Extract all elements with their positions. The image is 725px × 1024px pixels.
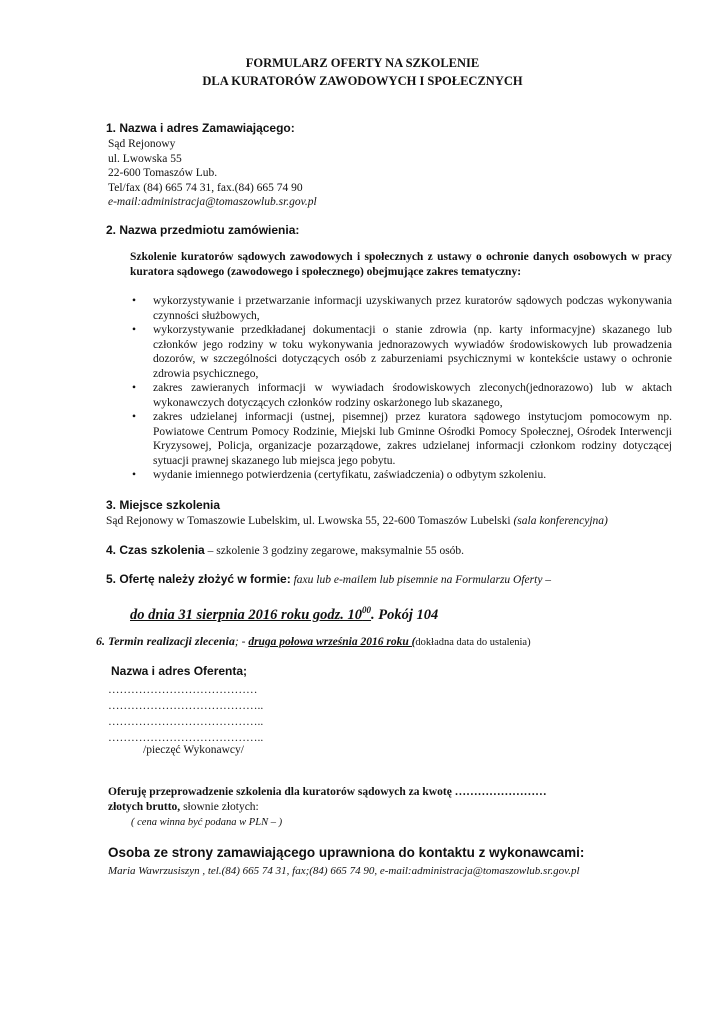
section6-term: druga połowa września 2016 roku (	[248, 636, 416, 648]
contact-details: Maria Wawrzusiszyn , tel.(84) 665 74 31, fax;(84) 665 74 90, e-mail:administracja@tomaszowlub.sr.gov.pl	[108, 865, 580, 877]
submission-deadline	[130, 601, 438, 624]
deadline-room: . Pokój 104	[371, 606, 439, 623]
offeror-stamp-label: /pieczęć Wykonawcy/	[143, 744, 244, 756]
offeror-field-line[interactable]: …………………………………..	[108, 700, 264, 712]
section3-heading: 3. Miejsce szkolenia	[106, 498, 221, 512]
section2-intro: Szkolenie kuratorów sądowych zawodowych i społecznych z ustawy o ochronie danych osobowych w pracy kuratora sądowego (zawodowego i społecznego) obejmujące zakres tematyczny:	[130, 251, 672, 278]
section3-location	[106, 514, 608, 529]
location-text: Sąd Rejonowy w Tomaszowie Lubelskim, ul. Lwowska 55, 22-600 Tomaszów Lubelski	[106, 515, 511, 527]
section2-topic-list	[130, 294, 672, 483]
offeror-field-line[interactable]: …………………………………	[108, 684, 258, 696]
section5-heading: 5. Ofertę należy złożyć w formie:	[106, 572, 291, 586]
offeror-field-line[interactable]: …………………………………..	[108, 716, 264, 728]
section5	[106, 572, 551, 588]
offer-words-label: słownie złotych:	[180, 801, 259, 813]
offeror-field-line[interactable]: …………………………………..	[108, 732, 264, 744]
section4-heading: 4. Czas szkolenia	[106, 543, 205, 557]
section1-address	[108, 137, 317, 210]
topic-list-item: • zakres zawieranych informacji w wywiadach środowiskowych zleconych(jednorazowo) lub w aktach wykonawczych dotyczących członków rodziny oskarżonego lub skazanego,	[130, 381, 672, 410]
offer-note: ( cena winna być podana w PLN – )	[131, 817, 283, 828]
address-line: 22-600 Tomaszów Lub.	[108, 167, 218, 179]
topic-list-item: • wykorzystywanie przedkładanej dokumentacji o stanie zdrowia (np. karty informacyjne) skazanego lub członków jego rodziny w toku wykonywania jednorazowych wywiadów środowiskowych lub prowadzenia dozorów, w szczególności dotyczących osób z zaburzeniami psychicznymi w kontekście ustawy o ochronie zdrowia psychicznego,	[130, 323, 672, 381]
deadline-date: do dnia 31 sierpnia 2016 roku godz. $10^{00}$	[130, 605, 372, 623]
section4	[106, 543, 464, 559]
location-note: (sala konferencyjna)	[513, 515, 608, 527]
section6-note: dokładna data do ustalenia)	[415, 637, 531, 648]
offeror-heading: Nazwa i adres Oferenta;	[111, 664, 248, 678]
address-line: Tel/fax (84) 665 74 31, fax.(84) 665 74 90	[108, 181, 303, 194]
section4-text: – szkolenie 3 godziny zegarowe, maksymalnie 55 osób.	[204, 545, 465, 557]
topic-list-item: • wydanie imiennego potwierdzenia (certyfikatu, zaświadczenia) o odbytym szkoleniu.	[130, 468, 672, 483]
offer-gross-label: złotych brutto,	[108, 801, 181, 813]
section6-heading: 6. Termin realizacji zlecenia	[96, 634, 235, 648]
topic-list-item: • wykorzystywanie i przetwarzanie informacji uzyskiwanych przez kuratorów sądowych podczas wykonywania czynności służbowych,	[130, 294, 672, 323]
contact-heading: Osoba ze strony zamawiającego uprawniona do kontaktu z wykonawcami:	[108, 845, 585, 860]
address-line: ul. Lwowska 55	[108, 152, 182, 165]
section6-sep: ; -	[234, 636, 249, 648]
address-email: e-mail:administracja@tomaszowlub.sr.gov.pl	[108, 196, 317, 208]
offeror-fields	[108, 682, 263, 746]
address-line: Sąd Rejonowy	[108, 138, 176, 150]
section1-heading: 1. Nazwa i adres Zamawiającego:	[106, 121, 295, 135]
section6	[96, 634, 531, 651]
document-title-line1: FORMULARZ OFERTY NA SZKOLENIE	[245, 56, 480, 70]
section5-text: faxu lub e-mailem lub pisemnie na Formularzu Oferty –	[290, 574, 552, 586]
section2-heading: 2. Nazwa przedmiotu zamówienia:	[106, 223, 300, 237]
topic-list-item: • zakres udzielanej informacji (ustnej, pisemnej) przez kuratora sądowego instytucjom pomocowym np. Powiatowe Centrum Pomocy Rodzinie, Miejski lub Gminne Ośrodki Pomocy Społecznej, Ośrodek Interwencji Kryzysowej, Policja, organizacje pozarządowe, zakres udzielanej informacji członkom rodziny dotyczącej sytuacji prawnej skazanego lub miejsca jego pobytu.	[130, 410, 672, 468]
offer-line1: Oferuję przeprowadzenie szkolenia dla kuratorów sądowych za kwotę ……………………	[108, 786, 547, 798]
offer-line2	[108, 800, 259, 815]
document-title-line2: DLA KURATORÓW ZAWODOWYCH I SPOŁECZNYCH	[202, 74, 523, 88]
